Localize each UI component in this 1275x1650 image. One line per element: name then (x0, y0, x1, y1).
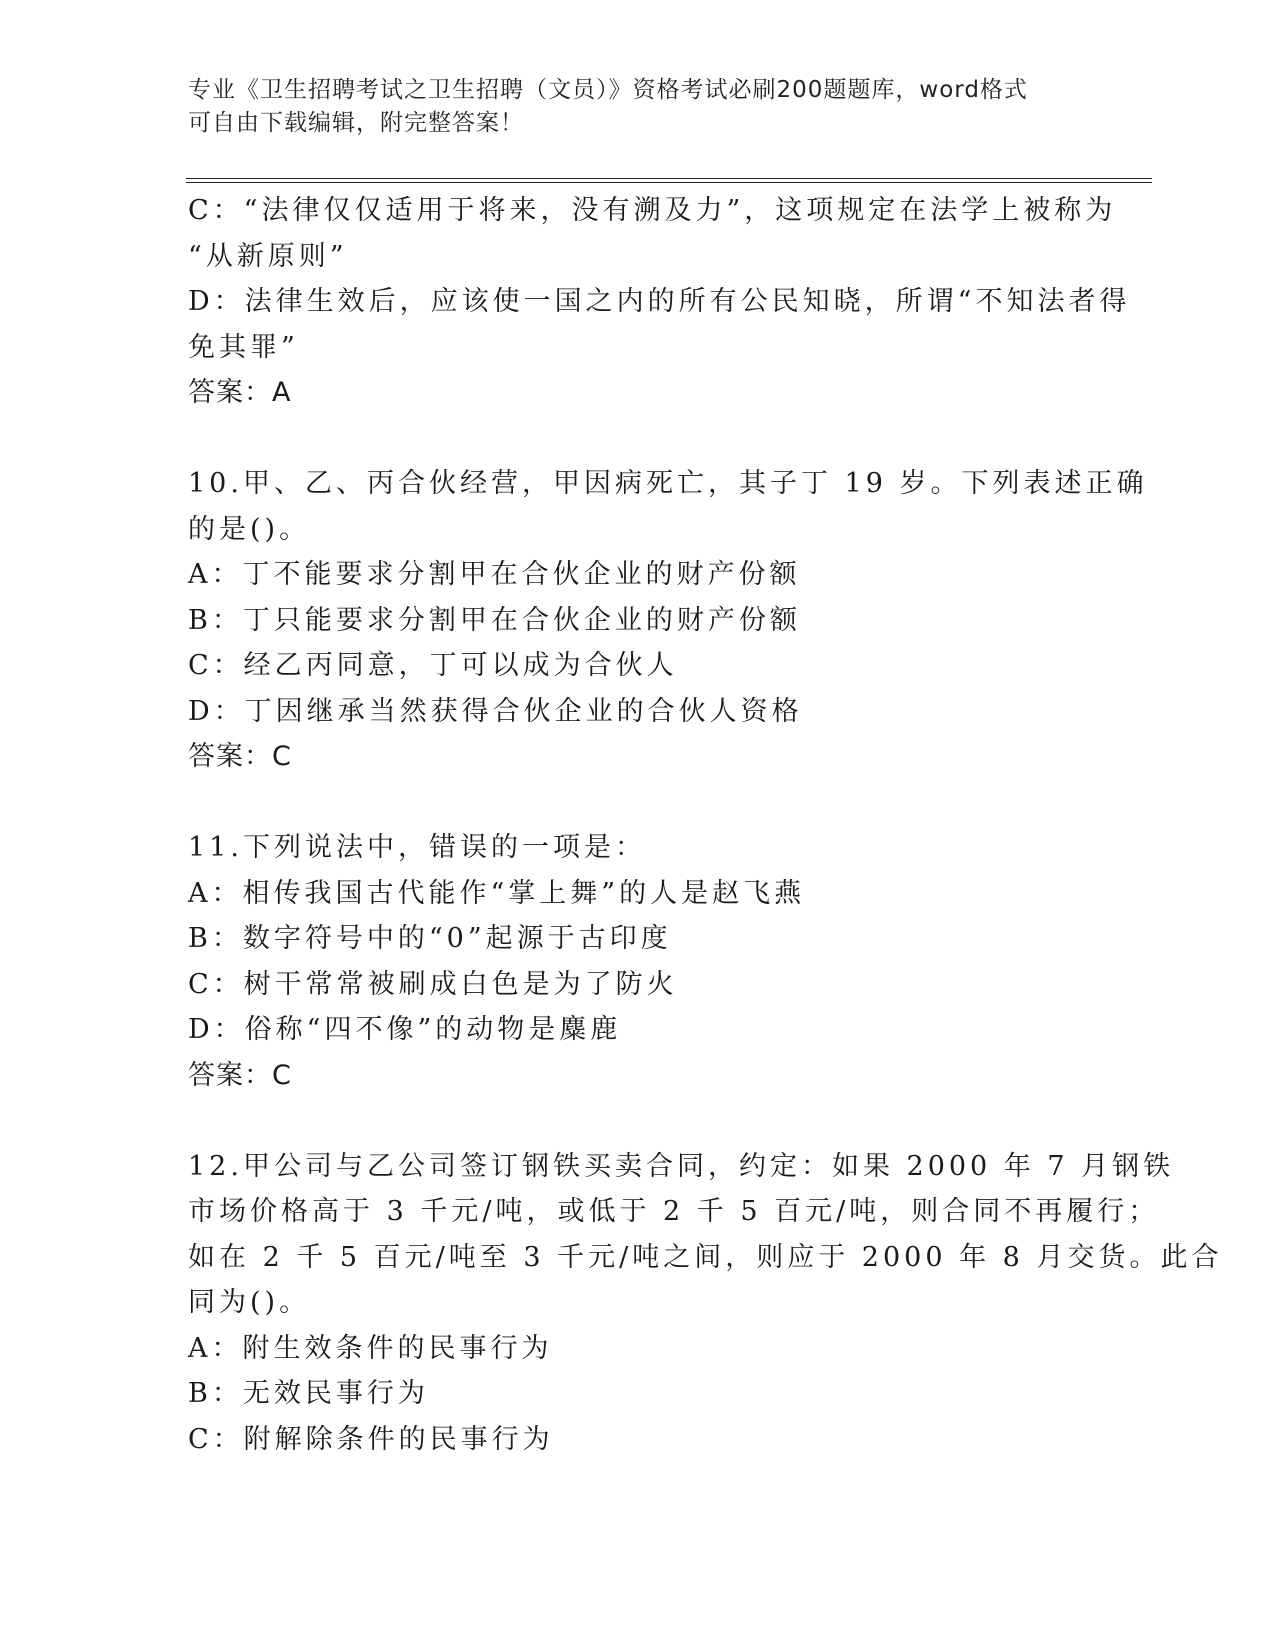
option-a: A：相传我国古代能作“掌上舞”的人是赵飞燕 (188, 877, 806, 909)
question-stem-line-2: 市场价格高于 3 千元/吨，或低于 2 千 5 百元/吨，则合同不再履行； (188, 1196, 1160, 1227)
option-c: C：树干常常被刷成白色是为了防火 (188, 968, 678, 1000)
option-b: B：数字符号中的“0”起源于古印度 (188, 923, 672, 954)
document-header (188, 74, 1088, 140)
question-12 (188, 1144, 1223, 1463)
option-a: A：丁不能要求分割甲在合伙企业的财产份额 (188, 559, 801, 590)
header-divider (186, 178, 1152, 183)
answer: 答案：C (188, 1059, 292, 1091)
question-stem-line-3: 如在 2 千 5 百元/吨至 3 千元/吨之间，则应于 2000 年 8 月交货。此合 (188, 1241, 1223, 1273)
question-stem-line-4: 同为()。 (188, 1287, 311, 1318)
header-title-line-2: 可自由下载编辑，附完整答案！ (188, 110, 524, 136)
option-b: B：无效民事行为 (188, 1378, 429, 1409)
question-stem-line-1: 10.甲、乙、丙合伙经营，甲因病死亡，其子丁 19 岁。下列表述正确 (188, 468, 1148, 499)
question-list (188, 188, 1223, 1462)
answer: 答案：A (188, 377, 292, 408)
spacer (188, 780, 1088, 826)
header-title-line-1: 专业《卫生招聘考试之卫生招聘（文员）》资格考试必刷200题题库，word格式 (188, 77, 1028, 103)
option-c-line-2: “从新原则” (188, 240, 348, 272)
spacer (188, 416, 1088, 462)
question-stem-line-2: 的是()。 (188, 513, 311, 545)
option-c: C：附解除条件的民事行为 (188, 1423, 554, 1455)
option-c-line-1: C：“法律仅仅适用于将来，没有溯及力”，这项规定在法学上被称为 (188, 195, 1117, 226)
option-d-line-1: D：法律生效后，应该使一国之内的所有公民知晓，所谓“不知法者得 (188, 286, 1131, 317)
option-d: D：丁因继承当然获得合伙企业的合伙人资格 (188, 695, 803, 727)
question-9-tail (188, 188, 1131, 416)
question-10 (188, 461, 1148, 780)
option-c: C：经乙丙同意，丁可以成为合伙人 (188, 650, 678, 681)
question-stem-line-1: 12.甲公司与乙公司签订钢铁买卖合同，约定：如果 2000 年 7 月钢铁 (188, 1150, 1175, 1182)
option-b: B：丁只能要求分割甲在合伙企业的财产份额 (188, 604, 801, 636)
option-d-line-2: 免其罪” (188, 331, 299, 363)
option-d: D：俗称“四不像”的动物是麋鹿 (188, 1014, 622, 1045)
question-11 (188, 825, 1088, 1098)
option-a: A：附生效条件的民事行为 (188, 1332, 553, 1364)
question-stem: 11.下列说法中，错误的一项是： (188, 832, 646, 863)
answer: 答案：C (188, 741, 292, 772)
spacer (188, 1098, 1088, 1144)
